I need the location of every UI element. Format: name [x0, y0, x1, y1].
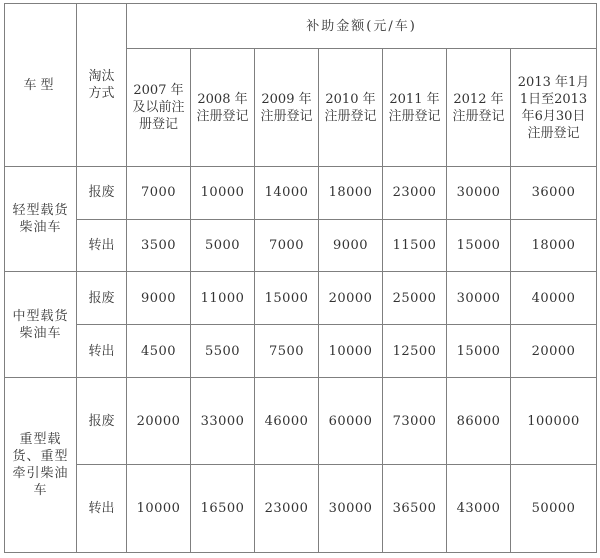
method-cell: 报废	[77, 272, 127, 325]
subsidy-value: 10000	[191, 167, 255, 220]
method-cell: 转出	[77, 325, 127, 378]
subsidy-value: 9000	[319, 219, 383, 272]
subsidy-value: 23000	[255, 465, 319, 553]
table-row	[5, 325, 597, 378]
subsidy-value: 4500	[127, 325, 191, 378]
subsidy-value: 10000	[319, 325, 383, 378]
vehicle-type-cell: 轻型载货柴油车	[5, 167, 77, 272]
header-subsidy-group: 补助金额(元/车)	[127, 4, 597, 49]
table-row	[5, 272, 597, 325]
subsidy-value: 12500	[383, 325, 447, 378]
subsidy-value: 20000	[127, 377, 191, 465]
subsidy-value: 33000	[191, 377, 255, 465]
header-period: 2013 年1月1日至2013 年6月30日注册登记	[511, 49, 597, 167]
table-row	[5, 465, 597, 553]
subsidy-value: 100000	[511, 377, 597, 465]
header-period: 2007 年及以前注册登记	[127, 49, 191, 167]
subsidy-value: 7500	[255, 325, 319, 378]
subsidy-value: 16500	[191, 465, 255, 553]
subsidy-value: 20000	[319, 272, 383, 325]
table-row	[5, 377, 597, 465]
header-period: 2010 年注册登记	[319, 49, 383, 167]
subsidy-value: 9000	[127, 272, 191, 325]
subsidy-value: 5000	[191, 219, 255, 272]
subsidy-value: 73000	[383, 377, 447, 465]
header-period: 2008 年注册登记	[191, 49, 255, 167]
subsidy-value: 23000	[383, 167, 447, 220]
subsidy-value: 46000	[255, 377, 319, 465]
subsidy-value: 86000	[447, 377, 511, 465]
subsidy-value: 11000	[191, 272, 255, 325]
header-period: 2009 年注册登记	[255, 49, 319, 167]
subsidy-value: 7000	[127, 167, 191, 220]
subsidy-value: 15000	[447, 219, 511, 272]
method-cell: 报废	[77, 167, 127, 220]
subsidy-value: 11500	[383, 219, 447, 272]
subsidy-value: 30000	[447, 167, 511, 220]
subsidy-value: 15000	[255, 272, 319, 325]
subsidy-value: 15000	[447, 325, 511, 378]
header-method: 淘汰方式	[77, 4, 127, 167]
table-row	[5, 219, 597, 272]
subsidy-value: 43000	[447, 465, 511, 553]
method-cell: 转出	[77, 219, 127, 272]
vehicle-type-cell: 中型载货柴油车	[5, 272, 77, 377]
subsidy-value: 30000	[319, 465, 383, 553]
subsidy-value: 3500	[127, 219, 191, 272]
subsidy-value: 60000	[319, 377, 383, 465]
vehicle-type-cell: 重型载货、重型牵引柴油车	[5, 377, 77, 552]
table-row	[5, 167, 597, 220]
subsidy-value: 40000	[511, 272, 597, 325]
subsidy-value: 30000	[447, 272, 511, 325]
header-period: 2011 年注册登记	[383, 49, 447, 167]
subsidy-value: 10000	[127, 465, 191, 553]
subsidy-value: 5500	[191, 325, 255, 378]
subsidy-value: 20000	[511, 325, 597, 378]
subsidy-table	[4, 3, 597, 553]
header-row-group	[5, 4, 597, 49]
method-cell: 报废	[77, 377, 127, 465]
subsidy-value: 36000	[511, 167, 597, 220]
subsidy-value: 7000	[255, 219, 319, 272]
subsidy-value: 50000	[511, 465, 597, 553]
subsidy-value: 36500	[383, 465, 447, 553]
header-period: 2012 年注册登记	[447, 49, 511, 167]
subsidy-value: 25000	[383, 272, 447, 325]
subsidy-value: 18000	[511, 219, 597, 272]
subsidy-value: 18000	[319, 167, 383, 220]
method-cell: 转出	[77, 465, 127, 553]
header-vehicle-type: 车型	[5, 4, 77, 167]
subsidy-value: 14000	[255, 167, 319, 220]
